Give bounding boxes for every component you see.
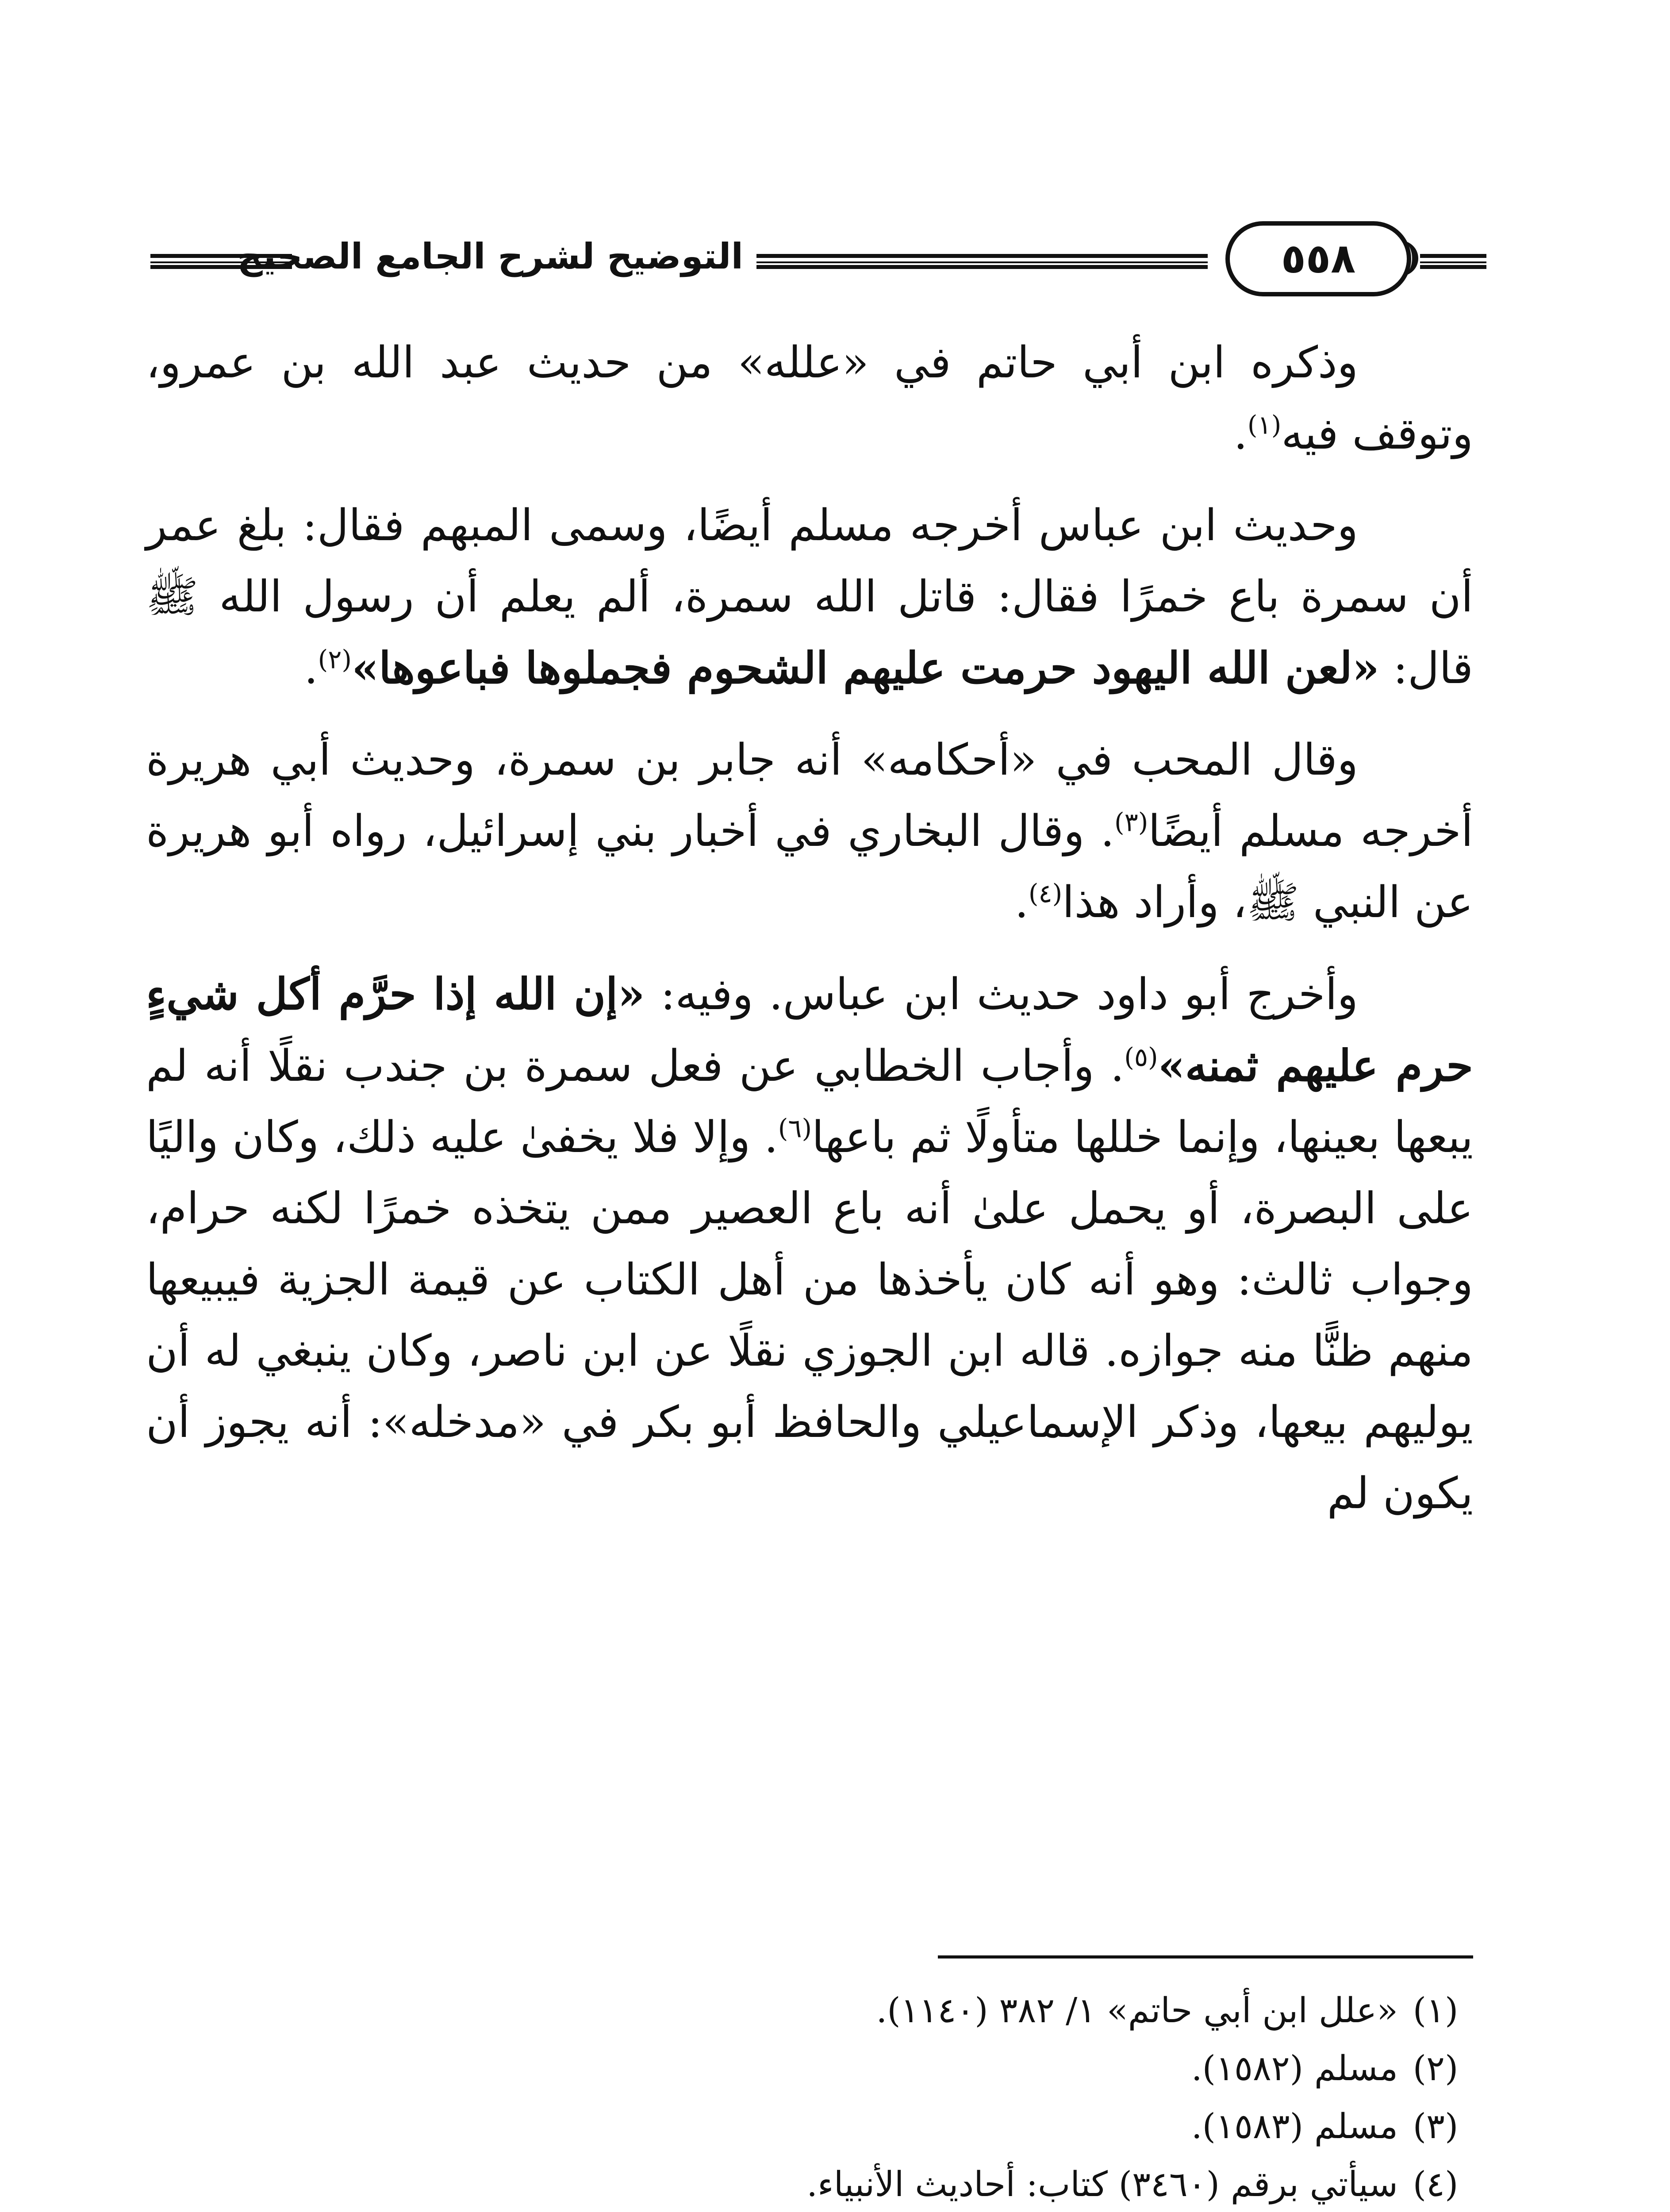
header-rule-right [1420,254,1486,269]
header-rule-middle [756,254,1208,269]
text-segment: . وأجاب الخطابي عن فعل سمرة بن جندب نقلًا أنه لم يبعها بعينها، وإنما خللها متأولًا ثم باعها [146,1041,1473,1163]
page-number-frame [1225,221,1411,296]
running-title: التوضيح لشرح الجامع الصحيح [237,236,743,277]
footnote [146,1982,1473,2040]
footnote-reference[interactable]: (٥) [1124,1042,1158,1072]
footnote-reference[interactable]: (٢) [318,644,352,675]
footnote-reference[interactable]: (٤) [1028,878,1063,909]
footnote-text: مسلم (١٥٨٣). [1191,2107,1398,2147]
running-header [142,221,1478,310]
footnote-number: (٤) [1413,2165,1459,2204]
paragraph [146,959,1473,1529]
footnote [146,2040,1473,2098]
paragraph [146,725,1473,938]
text-segment: . [304,643,318,694]
footnote-text: سيأتي برقم (٣٤٦٠) كتاب: أحاديث الأنبياء. [806,2165,1398,2204]
text-segment: . وإلا فلا يخفىٰ عليه ذلك، وكان واليًا على البصرة، أو يحمل علىٰ أنه باع العصير ممن يتخذه خمرًا لكنه حرام، وجواب ثالث: وهو أنه كان يأخذها من أهل الكتاب عن قيمة الجزية فيبيعها منهم ظنًّا منه جوازه. قاله ابن الجوزي نقلًا عن ابن ناصر، وكان ينبغي له أن يوليهم بيعها، وذكر الإسماعيلي والحافظ أبو بكر في «مدخله»: أنه يجوز أن يكون لم [146,1112,1473,1519]
footnotes [146,1982,1473,2212]
footnote-separator [938,1955,1473,1959]
footnote-reference[interactable]: (٦) [778,1113,812,1144]
hadith-quote: «لعن الله اليهود حرمت عليهم الشحوم فجملوها فباعوها» [352,643,1379,694]
footnote [146,2156,1473,2212]
footnote-number: (١) [1413,1991,1459,2031]
text-segment: وحديث ابن عباس أخرجه مسلم أيضًا، وسمى المبهم فقال: بلغ عمر أن سمرة باع خمرًا فقال: قاتل الله سمرة، ألم يعلم أن رسول الله ﷺ قال: [146,500,1473,694]
footnote-reference[interactable]: (٣) [1114,807,1148,837]
paragraph [146,490,1473,704]
text-segment: وقال المحب في «أحكامه» أنه جابر بن سمرة، وحديث أبي هريرة أخرجه مسلم أيضًا [146,735,1473,856]
footnote [146,2098,1473,2156]
text-segment: . وقال البخاري في أخبار بني إسرائيل، رواه أبو هريرة عن النبي ﷺ، وأراد هذا [146,806,1473,928]
hadith-quote: «إن الله إذا حرَّم أكل شيءٍ حرم عليهم ثمنه» [146,969,1473,1091]
footnote-reference[interactable]: (١) [1247,410,1282,440]
text-segment: . [1014,877,1029,928]
main-text [146,327,1473,1550]
page-number: ٥٥٨ [1281,235,1356,282]
text-segment: وأخرج أبو داود حديث ابن عباس. وفيه: [645,969,1359,1020]
text-segment: . [1233,409,1248,459]
footnote-text: «علل ابن أبي حاتم» ١/ ٣٨٢ (١١٤٠). [876,1991,1398,2031]
paragraph [146,327,1473,470]
footnote-number: (٢) [1413,2049,1459,2089]
footnote-text: مسلم (١٥٨٢). [1191,2049,1398,2089]
text-segment: وذكره ابن أبي حاتم في «علله» من حديث عبد الله بن عمرو، وتوقف فيه [146,338,1473,459]
footnote-number: (٣) [1413,2107,1459,2147]
